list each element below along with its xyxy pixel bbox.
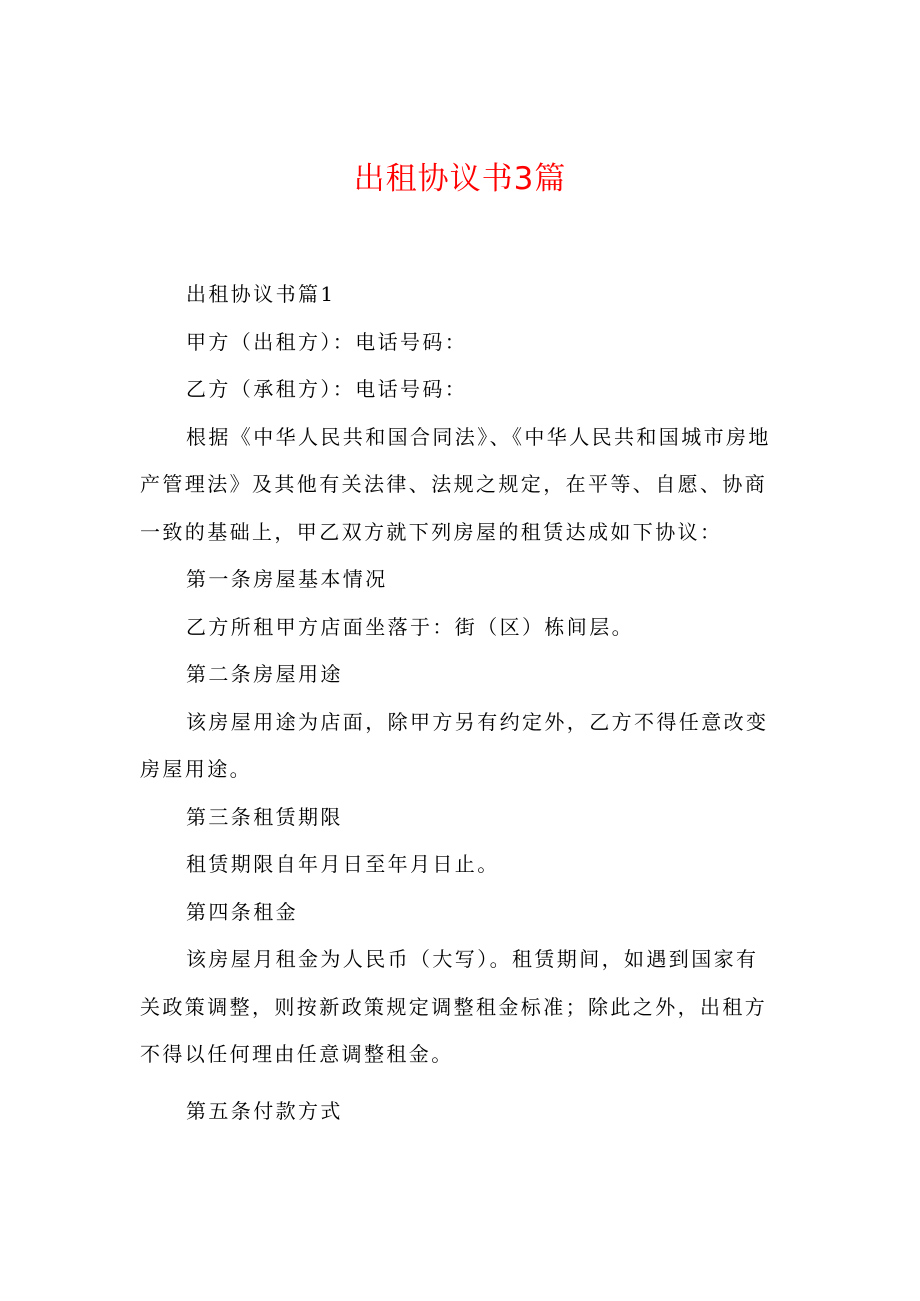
article-text: 租赁期限自年月日至年月日止。 (186, 852, 500, 876)
article-heading: 第二条房屋用途 (186, 662, 343, 686)
article-text: 该房屋用途为店面，除甲方另有约定外，乙方不得任意改变房屋用途。 (140, 709, 769, 781)
article-heading: 第三条租赁期限 (186, 804, 343, 829)
article-heading: 第一条房屋基本情况 (186, 567, 388, 591)
article-text: 该房屋月租金为人民币（大写）。租赁期间，如遇到国家有关政策调整，则按新政策规定调整租金标准；除此之外，出租方不得以任何理由任意调整租金。 (140, 947, 768, 1066)
article-heading: 第四条租金 (186, 899, 298, 924)
document-title: 出租协议书3篇 (353, 161, 567, 197)
article-text: 乙方所租甲方店面坐落于：街（区）栋间层。 (186, 614, 634, 639)
party-b-line: 乙方（承租方）：电话号码： (186, 377, 468, 401)
preamble-paragraph: 根据《中华人民共和国合同法》、《中华人民共和国城市房地产管理法》及其他有关法律、法规之规定，在平等、自愿、协商一致的基础上，甲乙双方就下列房屋的租赁达成如下协议： (140, 424, 771, 544)
party-a-line: 甲方（出租方）：电话号码： (186, 329, 468, 354)
section-heading: 出租协议书篇1 (186, 282, 336, 306)
article-heading: 第五条付款方式 (186, 1098, 343, 1123)
document-body (140, 271, 780, 1135)
